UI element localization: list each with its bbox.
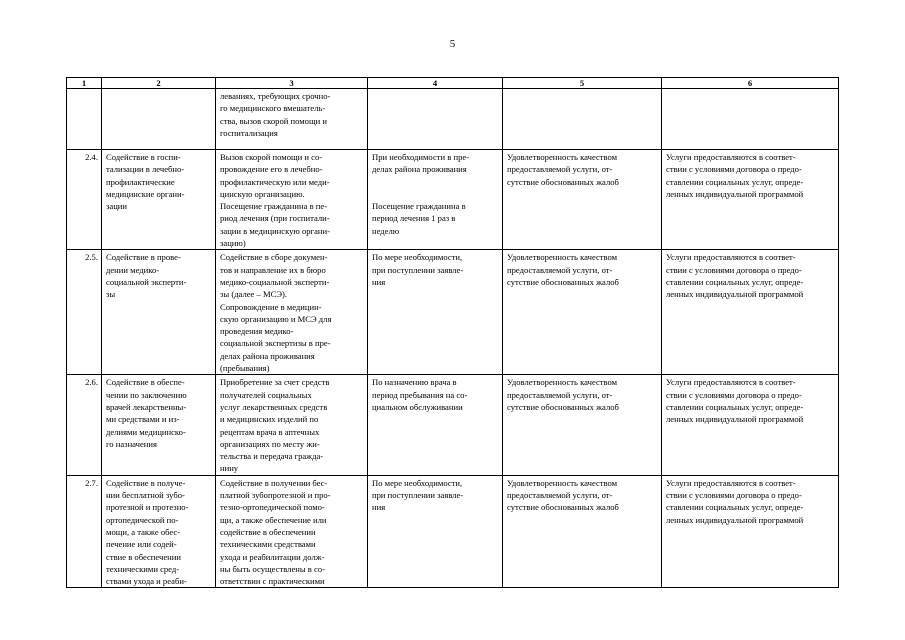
text-line: зации в медицинскую органи- xyxy=(220,225,330,236)
text-line: ставлении социальных услуг, опреде- xyxy=(666,176,804,187)
text-line: ленных индивидуальной программой xyxy=(666,414,804,425)
table-row xyxy=(67,375,839,475)
text-line: ответствии с практическими xyxy=(220,576,325,587)
cell-quality xyxy=(503,89,662,150)
text-line: ленных индивидуальной программой xyxy=(666,188,804,199)
text-line: медико-социальной эксперти- xyxy=(220,276,330,287)
cell-num: 2.5. xyxy=(67,250,102,375)
text-line: при поступлении заявле- xyxy=(372,264,464,275)
text-line: сутствие обоснованных жалоб xyxy=(507,401,619,412)
cell-num: 2.4. xyxy=(67,150,102,250)
text-line: врачей лекарственны- xyxy=(106,401,187,412)
text-line: услуг лекарственных средств xyxy=(220,401,328,412)
text-line: го назначения xyxy=(106,438,157,449)
text-line: риод лечения (при госпитали- xyxy=(220,213,330,224)
cell-timing xyxy=(368,475,503,588)
cell-quality xyxy=(503,375,662,475)
text-line: предоставляемой услуги, от- xyxy=(507,164,613,175)
cell-quality xyxy=(503,150,662,250)
table-header-row xyxy=(67,78,839,89)
text-line: ния xyxy=(372,276,386,287)
text-line: мощи, а также обес- xyxy=(106,526,181,537)
text-line: дении медико- xyxy=(106,264,160,275)
text-line: Удовлетворенность качеством xyxy=(507,152,618,162)
table-row xyxy=(67,150,839,250)
text-line: сутствие обоснованных жалоб xyxy=(507,176,619,187)
text-line: ны быть осуществлены в со- xyxy=(220,563,325,574)
cell-content xyxy=(216,375,368,475)
text-line: протезной и протезно- xyxy=(106,502,189,513)
text-line: Услуги предоставляются в соответ- xyxy=(666,477,796,488)
text-line: ленных индивидуальной программой xyxy=(666,289,804,300)
continuation-row xyxy=(67,89,839,150)
text-line: ми средствами и из- xyxy=(106,414,180,425)
text-line: тализации в лечебно- xyxy=(106,164,185,175)
cell-conditions xyxy=(662,375,839,475)
text-line: содействие в обеспечении xyxy=(220,526,316,537)
text-line: техническими средствами xyxy=(220,539,316,550)
text-line: ствие в обеспечении xyxy=(106,551,181,562)
text-line: ленных индивидуальной программой xyxy=(666,514,804,525)
text-line: ортопедической по- xyxy=(106,514,179,525)
cell-service xyxy=(102,250,216,375)
text-line: тельства и передача гражда- xyxy=(220,451,324,462)
text-line: провождение его в лечебно- xyxy=(220,164,323,175)
text-line: тов и направление их в бюро xyxy=(220,264,326,275)
text-line: Посещение гражданина в пе- xyxy=(220,201,328,212)
text-line: профилактическую или меди- xyxy=(220,176,330,187)
text-line: нину xyxy=(220,463,239,474)
text-line: при поступлении заявле- xyxy=(372,490,464,501)
text-line: ствами ухода и реаби- xyxy=(106,576,187,587)
cell-timing xyxy=(368,150,503,250)
text-line: получателей социальных xyxy=(220,389,312,400)
text-line: тезно-ортопедической помо- xyxy=(220,502,325,513)
text-line: Удовлетворенность качеством xyxy=(507,477,618,488)
text-line: циальном обслуживании xyxy=(372,401,463,412)
cell-service xyxy=(102,89,216,150)
text-line: предоставляемой услуги, от- xyxy=(507,264,613,275)
text-line: предоставляемой услуги, от- xyxy=(507,490,613,501)
text-line: ствии с условиями договора о предо- xyxy=(666,490,802,501)
text-line: организациях по месту жи- xyxy=(220,438,320,449)
text-line: зацию) xyxy=(220,238,246,249)
services-table xyxy=(66,77,839,588)
text-line: Услуги предоставляются в соответ- xyxy=(666,252,796,263)
text-line: Содействие в обеспе- xyxy=(106,377,185,388)
text-line: Посещение гражданина в xyxy=(372,201,466,212)
text-line: При необходимости в пре- xyxy=(372,152,470,162)
text-line: техническими сред- xyxy=(106,563,180,574)
text-line: ства, вызов скорой помощи и xyxy=(220,115,327,126)
column-header: 5 xyxy=(503,78,662,89)
text-line: сутствие обоснованных жалоб xyxy=(507,276,619,287)
text-line: печение или содей- xyxy=(106,539,177,550)
cell-conditions xyxy=(662,250,839,375)
text-line: госпитализация xyxy=(220,127,278,138)
text-line: ствии с условиями договора о предо- xyxy=(666,164,802,175)
column-header: 3 xyxy=(216,78,368,89)
text-line: Услуги предоставляются в соответ- xyxy=(666,152,796,162)
text-line: ставлении социальных услуг, опреде- xyxy=(666,502,804,513)
text-line: и медицинских изделий по xyxy=(220,414,319,425)
cell-quality xyxy=(503,475,662,588)
text-line: По назначению врача в xyxy=(372,377,457,388)
table-row xyxy=(67,250,839,375)
text-line: Вызов скорой помощи и со- xyxy=(220,152,323,162)
page-number: 5 xyxy=(449,38,456,50)
text-line: ствии с условиями договора о предо- xyxy=(666,389,802,400)
text-line: зации xyxy=(106,201,128,212)
text-line: Содействие в получе- xyxy=(106,477,186,488)
table-row xyxy=(67,475,839,588)
text-line: период пребывания на со- xyxy=(372,389,468,400)
cell-content xyxy=(216,150,368,250)
text-line: Удовлетворенность качеством xyxy=(507,377,618,388)
text-line: ствии с условиями договора о предо- xyxy=(666,264,802,275)
text-line: Содействие в госпи- xyxy=(106,152,181,162)
cell-num: 2.6. xyxy=(67,375,102,475)
text-line: социальной экспертизы в пре- xyxy=(220,338,331,349)
text-line: левaниях, требующих срочно- xyxy=(220,91,331,101)
text-line: чении по заключению xyxy=(106,389,187,400)
cell-timing xyxy=(368,250,503,375)
text-line: Удовлетворенность качеством xyxy=(507,252,618,263)
text-line: рецептам врача в аптечных xyxy=(220,426,320,437)
cell-conditions xyxy=(662,475,839,588)
cell-conditions xyxy=(662,150,839,250)
text-line: го медицинского вмешатель- xyxy=(220,103,326,114)
cell-num xyxy=(67,89,102,150)
text-line: Сопровождение в медицин- xyxy=(220,301,322,312)
text-line: Содействие в получении бес- xyxy=(220,477,328,488)
text-line: период лечения 1 раз в xyxy=(372,213,456,224)
text-line: медицинские органи- xyxy=(106,188,185,199)
text-line: щи, а также обеспечение или xyxy=(220,514,327,525)
cell-conditions xyxy=(662,89,839,150)
cell-service xyxy=(102,375,216,475)
cell-num: 2.7. xyxy=(67,475,102,588)
cell-service xyxy=(102,150,216,250)
text-line: ставлении социальных услуг, опреде- xyxy=(666,276,804,287)
text-line: делиями медицинско- xyxy=(106,426,186,437)
text-line: Приобретение за счет средств xyxy=(220,377,330,388)
text-line: По мере необходимости, xyxy=(372,252,463,263)
text-line: Содействие в прове- xyxy=(106,252,181,263)
text-line: делах района проживания xyxy=(372,164,467,175)
cell-timing xyxy=(368,375,503,475)
text-line: зы xyxy=(106,289,116,300)
cell-content xyxy=(216,475,368,588)
column-header: 4 xyxy=(368,78,503,89)
text-line xyxy=(372,188,498,200)
column-header: 1 xyxy=(67,78,102,89)
text-line: Услуги предоставляются в соответ- xyxy=(666,377,796,388)
text-line: профилактические xyxy=(106,176,175,187)
text-line: неделю xyxy=(372,225,400,236)
text-line: проведения медико- xyxy=(220,326,294,337)
cell-timing xyxy=(368,89,503,150)
cell-content xyxy=(216,250,368,375)
cell-service xyxy=(102,475,216,588)
text-line: ния xyxy=(372,502,386,513)
text-line: сутствие обоснованных жалоб xyxy=(507,502,619,513)
text-line: зы (далее – МСЭ). xyxy=(220,289,288,300)
text-line xyxy=(372,176,498,188)
text-line: предоставляемой услуги, от- xyxy=(507,389,613,400)
text-line: (пребывания) xyxy=(220,363,270,374)
text-line: скую организацию и МСЭ для xyxy=(220,313,332,324)
column-header: 2 xyxy=(102,78,216,89)
cell-quality xyxy=(503,250,662,375)
cell-content xyxy=(216,89,368,150)
text-line: Содействие в сборе докумен- xyxy=(220,252,328,263)
text-line: делах района проживания xyxy=(220,350,315,361)
text-line: цинскую организацию. xyxy=(220,188,305,199)
text-line: нии бесплатной зубо- xyxy=(106,490,185,501)
text-line: ухода и реабилитации долж- xyxy=(220,551,325,562)
column-header: 6 xyxy=(662,78,839,89)
text-line: платной зубопротезной и про- xyxy=(220,490,331,501)
text-line: По мере необходимости, xyxy=(372,477,463,488)
text-line: ставлении социальных услуг, опреде- xyxy=(666,401,804,412)
text-line: социальной эксперти- xyxy=(106,276,187,287)
